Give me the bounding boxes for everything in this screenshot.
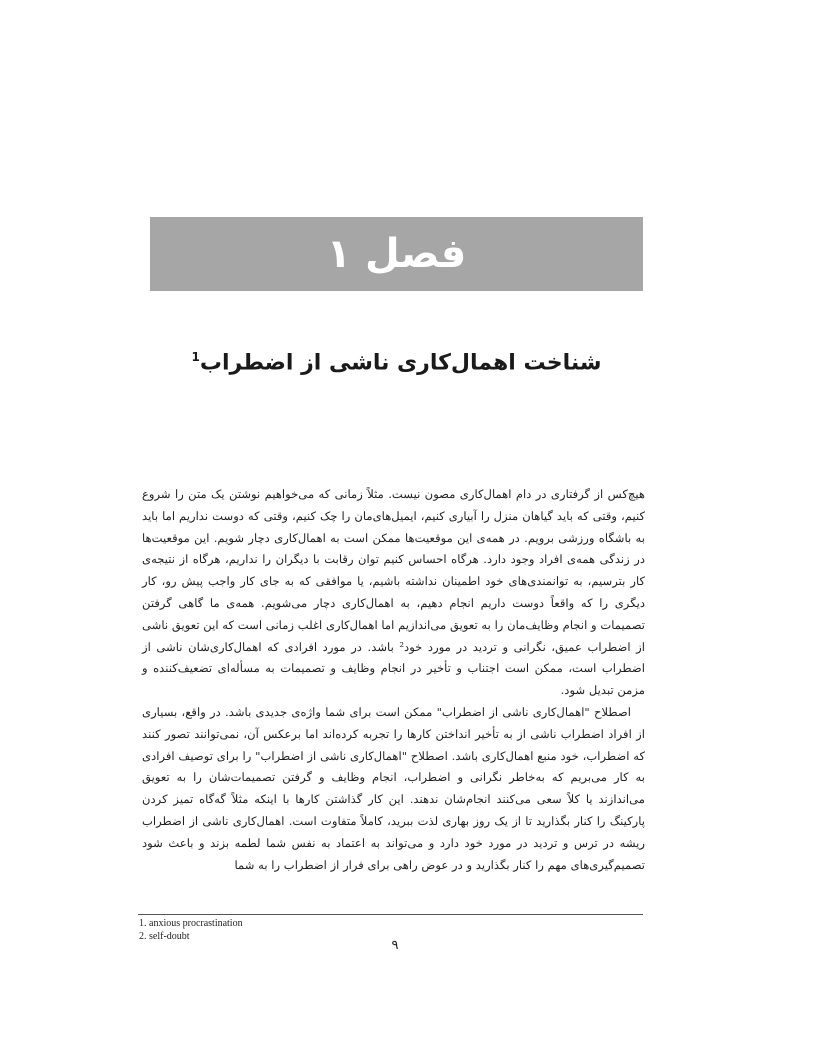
chapter-title-text: شناخت اهمال‌کاری ناشی از اضطراب — [199, 350, 602, 376]
chapter-banner — [150, 217, 643, 291]
page-number: ۹ — [391, 938, 399, 953]
footnote: 1. anxious procrastination — [139, 918, 243, 929]
chapter-title — [150, 340, 643, 380]
body-paragraph: هیچ‌کس از گرفتاری در دام اهمال‌کاری مصون نیست. مثلاً زمانی که می‌خواهیم نوشتن یک متن را شروع کنیم، وقتی که باید گیاهان منزل را آبیاری کنیم، ایمیل‌های‌مان را چک کنیم، وقتی که دوست نداریم اما باید به باشگاه ورزشی برویم. در همه‌ی این موقعیت‌ها ممکن است به اهمال‌کاری دچار شویم. این موقعیت‌ها در زندگی همه‌ی افراد وجود دارد. هرگاه احساس کنیم توان رقابت با دیگران را نداریم، هرگاه از نتیجه‌ی کار بترسیم، به توانمندی‌های خود اطمینان نداشته باشیم، یا موافقی که به جای کار واجب پیش رو، کار دیگری را که واقعاً دوست داریم انجام دهیم، به اهمال‌کاری دچار می‌شویم. همه‌ی ما گاهی گرفتن تصمیمات و انجام وظایف‌مان را به تعویق می‌اندازیم اما اهمال‌کاری اغلب زمانی است که این تعویق ناشی از اضطراب عمیق، نگرانی و تردید در مورد خود² باشد. در مورد افرادی که اهمال‌کاری‌شان ناشی از اضطراب است، ممکن است اجتناب و تأخیر در انجام وظایف و تصمیمات به مسأله‌ای تضعیف‌کننده و مزمن تبدیل شود. — [142, 487, 645, 698]
footnote: 2. self-doubt — [139, 931, 190, 942]
body-paragraph: اصطلاح "اهمال‌کاری ناشی از اضطراب" ممکن است برای شما واژه‌ی جدیدی باشد. در واقع، بسیاری از افراد اضطراب ناشی از به تأخیر انداختن کارها را تجربه کرده‌اند اما برعکس آن، نمی‌توانند تصور کنند که اضطراب، خود منبع اهمال‌کاری باشد. اصطلاح "اهمال‌کاری ناشی از اضطراب" را برای توصیف افرادی به کار می‌بریم که به‌خاطر نگرانی و اضطراب، انجام وظایف و گرفتن تصمیمات‌شان را به تعویق می‌اندازند یا کلاً سعی می‌کنند انجام‌شان ندهند. این کار گذاشتن کارها با اینکه مثلاً گه‌گاه تمیز کردن پارکینگ را کنار بگذارید تا از یک روز بهاری لذت ببرید، کاملاً متفاوت است. اهمال‌کاری ناشی از اضطراب ریشه در ترس و تردید در مورد خود دارد و می‌تواند به اعتماد به نفس شما لطمه بزند و باعث شود تصمیم‌گیری‌های مهم را کنار بگذارید و در عوض راهی برای فرار از اضطراب را به شما — [142, 704, 645, 872]
footnote-marker: 1 — [191, 350, 200, 364]
footnote-divider — [138, 914, 643, 915]
body-text — [142, 484, 645, 876]
chapter-label: فصل ۱ — [326, 231, 467, 277]
